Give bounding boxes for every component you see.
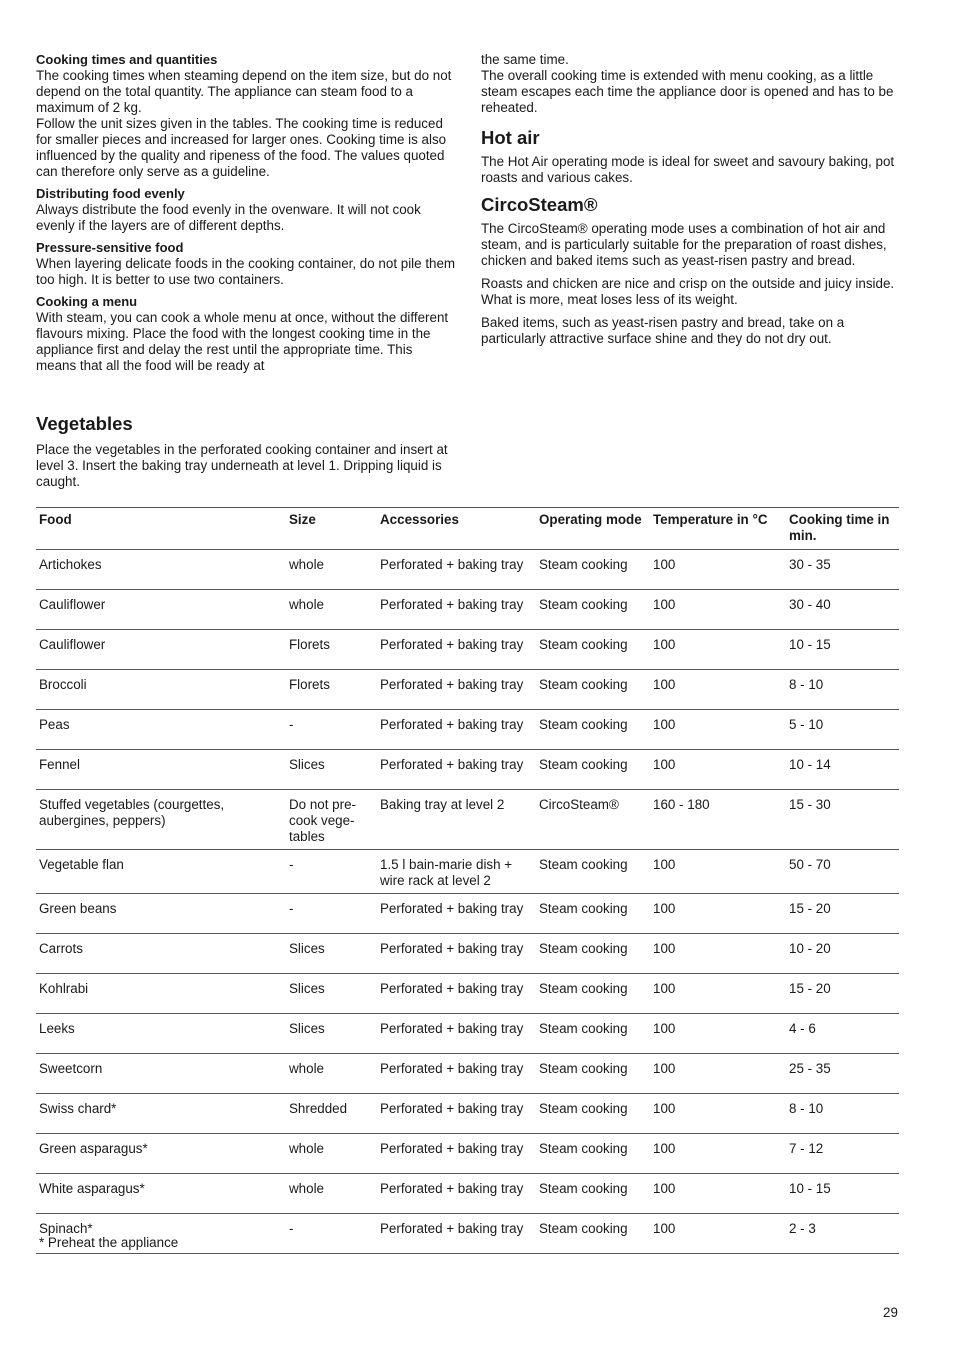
cell-size: - xyxy=(289,901,294,916)
table-row xyxy=(36,934,899,974)
cell-time: 7 - 12 xyxy=(789,1141,824,1156)
cell-mode: Steam cooking xyxy=(539,981,628,996)
menu-text-continued-2: The overall cooking time is extended with menu cooking, as a little steam escapes each time the appliance door is opened and has to be reheated. xyxy=(481,68,894,115)
header-operating-mode: Operating mode xyxy=(539,512,642,527)
table-row xyxy=(36,974,899,1014)
cell-size: Florets xyxy=(289,637,330,652)
cell-mode: Steam cooking xyxy=(539,717,628,732)
cell-time: 25 - 35 xyxy=(789,1061,831,1076)
cell-food: Kohlrabi xyxy=(39,981,89,996)
cell-temperature: 100 xyxy=(653,717,676,732)
cell-accessories: Perforated + baking tray xyxy=(380,757,524,772)
cell-temperature: 100 xyxy=(653,1181,676,1196)
header-cooking-time: Cooking time in min. xyxy=(789,512,890,543)
cell-mode: Steam cooking xyxy=(539,597,628,612)
cell-food: White asparagus* xyxy=(39,1181,145,1196)
cell-food: Artichokes xyxy=(39,557,102,572)
cell-size: whole xyxy=(289,1061,324,1076)
cell-accessories: Perforated + baking tray xyxy=(380,717,524,732)
cell-accessories: 1.5 l bain-marie dish + wire rack at level 2 xyxy=(380,857,513,888)
cell-food: Cauliflower xyxy=(39,637,106,652)
vegetables-heading: Vegetables xyxy=(36,413,133,434)
cell-mode: Steam cooking xyxy=(539,1061,628,1076)
pressure-heading: Pressure-sensitive food xyxy=(36,240,184,255)
cell-mode: Steam cooking xyxy=(539,1141,628,1156)
cell-time: 10 - 14 xyxy=(789,757,831,772)
table-row xyxy=(36,550,899,590)
page-number: 29 xyxy=(883,1305,898,1320)
table-row xyxy=(36,750,899,790)
header-temperature: Temperature in °C xyxy=(653,512,768,527)
cell-size: whole xyxy=(289,1141,324,1156)
cell-temperature: 160 - 180 xyxy=(653,797,710,812)
cell-food: Peas xyxy=(39,717,70,732)
cell-size: - xyxy=(289,717,294,732)
cell-time: 10 - 20 xyxy=(789,941,831,956)
cell-time: 10 - 15 xyxy=(789,1181,831,1196)
cell-mode: Steam cooking xyxy=(539,857,628,872)
cell-mode: CircoSteam® xyxy=(539,797,619,812)
cell-mode: Steam cooking xyxy=(539,757,628,772)
cell-accessories: Baking tray at level 2 xyxy=(380,797,505,812)
cell-temperature: 100 xyxy=(653,1061,676,1076)
cell-accessories: Perforated + baking tray xyxy=(380,1141,524,1156)
cell-temperature: 100 xyxy=(653,901,676,916)
table-header-row xyxy=(36,508,899,550)
cell-time: 30 - 35 xyxy=(789,557,831,572)
cell-temperature: 100 xyxy=(653,857,676,872)
header-food: Food xyxy=(39,512,72,527)
cell-food: Leeks xyxy=(39,1021,75,1036)
circosteam-paragraph-1: The CircoSteam® operating mode uses a combination of hot air and steam, and is particularly suitable for the preparation of roast dishes, chicken and baked items such as yeast-risen pastry and bread. xyxy=(481,221,887,268)
cell-time: 8 - 10 xyxy=(789,677,824,692)
table-row xyxy=(36,894,899,934)
table-row xyxy=(36,710,899,750)
cell-food: Broccoli xyxy=(39,677,87,692)
cell-time: 15 - 30 xyxy=(789,797,831,812)
cell-food: Fennel xyxy=(39,757,80,772)
cell-accessories: Perforated + baking tray xyxy=(380,981,524,996)
cell-temperature: 100 xyxy=(653,1221,676,1236)
vegetables-table xyxy=(36,507,899,1254)
vegetables-section xyxy=(36,412,456,490)
table-row xyxy=(36,790,899,850)
cell-size: - xyxy=(289,857,294,872)
table-row xyxy=(36,850,899,894)
cell-temperature: 100 xyxy=(653,1021,676,1036)
cell-time: 4 - 6 xyxy=(789,1021,816,1036)
cell-food: Vegetable flan xyxy=(39,857,124,872)
cell-temperature: 100 xyxy=(653,757,676,772)
cell-mode: Steam cooking xyxy=(539,901,628,916)
cell-temperature: 100 xyxy=(653,1141,676,1156)
table-footnote: * Preheat the appliance xyxy=(39,1235,179,1250)
header-size: Size xyxy=(289,512,316,527)
cell-food: Carrots xyxy=(39,941,83,956)
cell-time: 5 - 10 xyxy=(789,717,824,732)
cell-temperature: 100 xyxy=(653,941,676,956)
table-row xyxy=(36,590,899,630)
cell-accessories: Perforated + baking tray xyxy=(380,1061,524,1076)
cell-size: - xyxy=(289,1221,294,1236)
menu-text: With steam, you can cook a whole menu at once, without the different flavours mixing. Place the food with the longest cooking time in the appliance first and delay the rest until the appropriate time. This means that all the food will be ready at xyxy=(36,310,449,373)
cell-food: Sweetcorn xyxy=(39,1061,103,1076)
cell-mode: Steam cooking xyxy=(539,1181,628,1196)
cell-accessories: Perforated + baking tray xyxy=(380,597,524,612)
cell-time: 10 - 15 xyxy=(789,637,831,652)
header-accessories: Accessories xyxy=(380,512,459,527)
cell-accessories: Perforated + baking tray xyxy=(380,1021,524,1036)
table-row xyxy=(36,630,899,670)
cell-size: whole xyxy=(289,597,324,612)
cell-time: 8 - 10 xyxy=(789,1101,824,1116)
table-row xyxy=(36,1174,899,1214)
cell-temperature: 100 xyxy=(653,597,676,612)
table-row xyxy=(36,1134,899,1174)
cell-time: 50 - 70 xyxy=(789,857,831,872)
cell-temperature: 100 xyxy=(653,1101,676,1116)
cell-accessories: Perforated + baking tray xyxy=(380,557,524,572)
cooking-times-heading: Cooking times and quantities xyxy=(36,52,218,67)
cell-food: Swiss chard* xyxy=(39,1101,117,1116)
cell-mode: Steam cooking xyxy=(539,1221,628,1236)
cell-mode: Steam cooking xyxy=(539,637,628,652)
cell-mode: Steam cooking xyxy=(539,557,628,572)
cell-food: Green asparagus* xyxy=(39,1141,148,1156)
cell-size: Do not pre-cook vege-tables xyxy=(289,797,356,844)
circosteam-paragraph-2: Roasts and chicken are nice and crisp on the outside and juicy inside. What is more, meat loses less of its weight. xyxy=(481,276,895,307)
cell-size: Slices xyxy=(289,1021,325,1036)
circosteam-paragraph-3: Baked items, such as yeast-risen pastry and bread, take on a particularly attractive surface shine and they do not dry out. xyxy=(481,315,845,346)
cell-temperature: 100 xyxy=(653,981,676,996)
table-row xyxy=(36,670,899,710)
left-intro-column xyxy=(36,52,456,374)
cell-accessories: Perforated + baking tray xyxy=(380,1181,524,1196)
cell-size: whole xyxy=(289,557,324,572)
cell-time: 2 - 3 xyxy=(789,1221,816,1236)
cooking-times-text-1: The cooking times when steaming depend on the item size, but do not depend on the total quantity. The appliance can steam food to a maximum of 2 kg. xyxy=(36,68,452,115)
cell-accessories: Perforated + baking tray xyxy=(380,1221,524,1236)
cell-size: whole xyxy=(289,1181,324,1196)
cell-food: Spinach* xyxy=(39,1221,93,1236)
hot-air-text: The Hot Air operating mode is ideal for sweet and savoury baking, pot roasts and various cakes. xyxy=(481,154,895,185)
cell-time: 30 - 40 xyxy=(789,597,831,612)
cell-food: Green beans xyxy=(39,901,117,916)
menu-text-continued-1: the same time. xyxy=(481,52,569,67)
cell-accessories: Perforated + baking tray xyxy=(380,637,524,652)
distributing-heading: Distributing food evenly xyxy=(36,186,185,201)
menu-heading: Cooking a menu xyxy=(36,294,138,309)
cell-size: Slices xyxy=(289,757,325,772)
cell-food: Cauliflower xyxy=(39,597,106,612)
cell-accessories: Perforated + baking tray xyxy=(380,1101,524,1116)
cell-size: Slices xyxy=(289,941,325,956)
cell-accessories: Perforated + baking tray xyxy=(380,941,524,956)
cell-mode: Steam cooking xyxy=(539,1021,628,1036)
cell-size: Shredded xyxy=(289,1101,348,1116)
cell-temperature: 100 xyxy=(653,637,676,652)
hot-air-heading: Hot air xyxy=(481,127,540,148)
table-row xyxy=(36,1094,899,1134)
pressure-text: When layering delicate foods in the cooking container, do not pile them too high. It is better to use two containers. xyxy=(36,256,456,287)
cell-food: Stuffed vegetables (courgettes, aubergines, peppers) xyxy=(39,797,225,828)
right-column xyxy=(481,52,901,354)
cell-temperature: 100 xyxy=(653,677,676,692)
cooking-times-text-2: Follow the unit sizes given in the tables. The cooking time is reduced for smaller pieces and increased for larger ones. Cooking time is also influenced by the quality and ripeness of the food. The values quoted can therefore only serve as a guideline. xyxy=(36,116,447,179)
table-row xyxy=(36,1014,899,1054)
vegetables-text: Place the vegetables in the perforated cooking container and insert at level 3. Insert the baking tray underneath at level 1. Dripping liquid is caught. xyxy=(36,442,448,489)
circosteam-heading: CircoSteam® xyxy=(481,194,598,215)
distributing-text: Always distribute the food evenly in the ovenware. It will not cook evenly if the layers are of different depths. xyxy=(36,202,421,233)
cell-accessories: Perforated + baking tray xyxy=(380,901,524,916)
cell-size: Slices xyxy=(289,981,325,996)
cell-mode: Steam cooking xyxy=(539,1101,628,1116)
cell-accessories: Perforated + baking tray xyxy=(380,677,524,692)
cell-time: 15 - 20 xyxy=(789,901,831,916)
table-row xyxy=(36,1054,899,1094)
cell-temperature: 100 xyxy=(653,557,676,572)
cell-time: 15 - 20 xyxy=(789,981,831,996)
cell-mode: Steam cooking xyxy=(539,941,628,956)
cell-size: Florets xyxy=(289,677,330,692)
cell-mode: Steam cooking xyxy=(539,677,628,692)
